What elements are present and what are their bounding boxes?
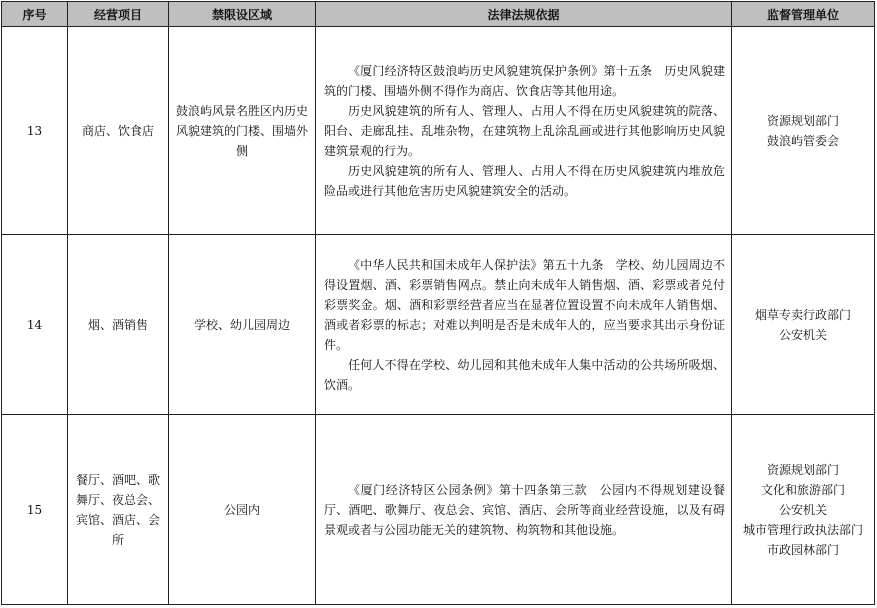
header-item: 经营项目 xyxy=(68,2,169,27)
basis-paragraph: 《厦门经济特区鼓浪屿历史风貌建筑保护条例》第十五条 历史风貌建筑的门楼、围墙外侧不得作为商店、饮食店等其他用途。 xyxy=(324,63,725,98)
table-row xyxy=(2,415,875,605)
unit-name: 公安机关 xyxy=(778,502,827,517)
regulation-table xyxy=(1,1,875,605)
basis-paragraph: 任何人不得在学校、幼儿园和其他未成年人集中活动的公共场所吸烟、饮酒。 xyxy=(324,357,725,392)
unit-name: 鼓浪屿管委会 xyxy=(766,133,839,148)
unit-name: 文化和旅游部门 xyxy=(760,482,845,497)
basis-paragraph: 《厦门经济特区公园条例》第十四条第三款 公园内不得规划建设餐厅、酒吧、歌舞厅、夜总会、宾馆、酒店、会所等商业经营设施，以及有碍景观或者与公园功能无关的建筑物、构筑物和其他设施。 xyxy=(324,482,725,537)
row-area: 鼓浪屿风景名胜区内历史风貌建筑的门楼、围墙外侧 xyxy=(169,27,316,235)
unit-name: 资源规划部门 xyxy=(766,113,839,128)
row-item: 餐厅、酒吧、歌舞厅、夜总会、宾馆、酒店、会所 xyxy=(68,415,169,605)
row-item: 商店、饮食店 xyxy=(68,27,169,235)
header-basis: 法律法规依据 xyxy=(316,2,732,27)
table-header-row xyxy=(2,2,875,27)
unit-name: 公安机关 xyxy=(778,327,827,342)
row-item: 烟、酒销售 xyxy=(68,235,169,415)
row-unit xyxy=(732,27,875,235)
basis-paragraph: 《中华人民共和国未成年人保护法》第五十九条 学校、幼儿园周边不得设置烟、酒、彩票销售网点。禁止向未成年人销售烟、酒、彩票或者兑付彩票奖金。烟、酒和彩票经营者应当在显著位置设置不向未成年人销售烟、酒或者彩票的标志；对难以判明是否是未成年人的，应当要求其出示身份证件。 xyxy=(324,257,725,352)
row-area: 公园内 xyxy=(169,415,316,605)
row-unit xyxy=(732,415,875,605)
row-unit xyxy=(732,235,875,415)
header-area: 禁限设区域 xyxy=(169,2,316,27)
row-no: 13 xyxy=(2,27,68,235)
header-no: 序号 xyxy=(2,2,68,27)
unit-name: 市政园林部门 xyxy=(766,542,839,557)
row-no: 14 xyxy=(2,235,68,415)
basis-paragraph: 历史风貌建筑的所有人、管理人、占用人不得在历史风貌建筑的院落、阳台、走廊乱挂、乱堆杂物，在建筑物上乱涂乱画或进行其他影响历史风貌建筑景观的行为。 xyxy=(324,103,725,158)
unit-name: 城市管理行政执法部门 xyxy=(742,522,863,537)
row-no: 15 xyxy=(2,415,68,605)
unit-name: 烟草专卖行政部门 xyxy=(754,307,851,322)
table-row xyxy=(2,235,875,415)
row-area: 学校、幼儿园周边 xyxy=(169,235,316,415)
row-basis xyxy=(316,415,732,605)
basis-paragraph: 历史风貌建筑的所有人、管理人、占用人不得在历史风貌建筑内堆放危险品或进行其他危害历史风貌建筑安全的活动。 xyxy=(324,163,725,198)
table-row xyxy=(2,27,875,235)
unit-name: 资源规划部门 xyxy=(766,462,839,477)
row-basis xyxy=(316,235,732,415)
row-basis xyxy=(316,27,732,235)
header-unit: 监督管理单位 xyxy=(732,2,875,27)
